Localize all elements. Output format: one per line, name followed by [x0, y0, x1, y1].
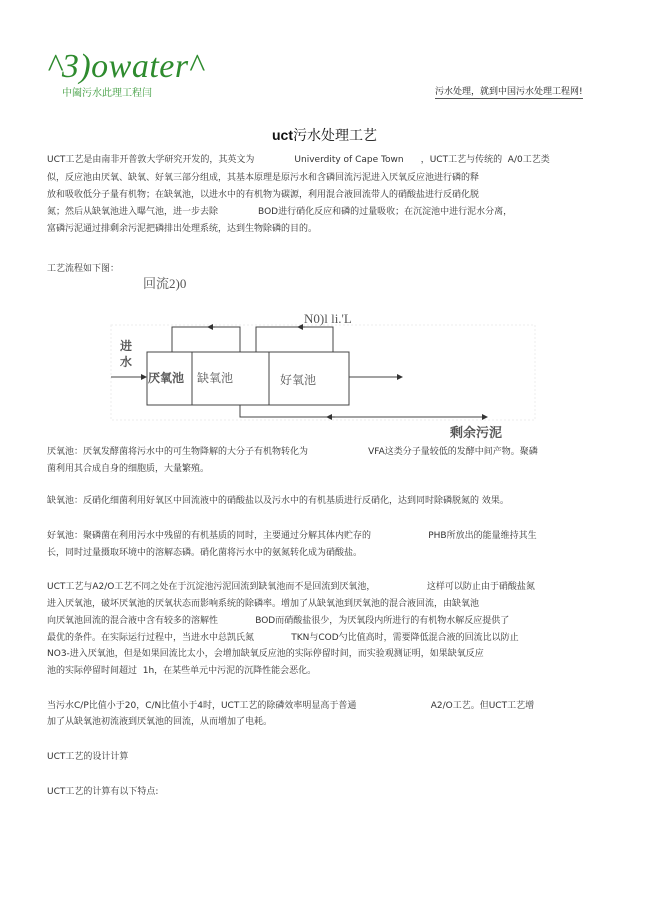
design-heading: UCT工艺的设计计算 — [47, 752, 129, 762]
title-rest: 污水处理工艺 — [293, 128, 377, 144]
comparison-line: UCT工艺与A2/O工艺不同之处在于沉淀池污泥回流到缺氧池而不是回流到厌氧池， 这样可以防止由于硝酸盐氮 — [47, 582, 535, 592]
inlet-char: 进 — [120, 339, 133, 353]
aerobic-line: 长，同时过量摄取环境中的溶解态磷。硝化菌将污水中的氨氮转化成为硝酸盐。 — [47, 548, 363, 558]
sludge-label: 剩余污泥 — [450, 425, 503, 440]
return-loop-1 — [172, 327, 240, 352]
intro-line: 放和吸收低分子量有机物；在缺氧池，以进水中的有机物为碳源，利用混合液回流带人的硝酸盐进行反硝化脱 — [47, 190, 480, 200]
inlet-label — [119, 338, 132, 369]
comparison-line: 池的实际停留时间超过 1h，在某些单元中污泥的沉降性能会恶化。 — [47, 666, 317, 676]
anoxic-line: 缺氧池：反硝化细菌利用好氧区中回流液中的硝酸盐以及污水中的有机基质进行反硝化，达到同时除磷脱氮的 效果。 — [47, 496, 509, 506]
aerobic-line: 好氧池：聚磷菌在利用污水中残留的有机基质的同时，主要通过分解其体内贮存的 PHB所放出的能量维持其生 — [47, 531, 537, 541]
tank-aerobic: 好氧池 — [280, 373, 317, 387]
efficiency-line: 加了从缺氧池初流液到厌氧池的回流，从而增加了电耗。 — [47, 717, 273, 727]
tank-anoxic: 缺氧池 — [197, 371, 234, 385]
sludge-line — [240, 405, 487, 417]
comparison-line: 最优的条件。在实际运行过程中，当进水中总凯氏氮 TKN与COD勺比值高时，需要降低混合液的回流比以防止 — [47, 633, 519, 643]
anaerobic-line: 菌利用其合成自身的细胞质，大量繁殖。 — [47, 464, 210, 474]
site-logo-subtitle: 中阖污水此理工程闫 — [62, 88, 152, 99]
inlet-char: 水 — [120, 355, 133, 369]
comparison-line: 进入厌氧池，破坏厌氧池的厌氧状态而影响系统的除磷率。增加了从缺氧池到厌氧池的混合液回流，由缺氧池 — [47, 599, 480, 609]
intro-line: 富磷污泥通过排剩余污泥把磷排出处理系统，达到生物除磷的目的。 — [47, 224, 318, 234]
intro-line: 似，反应池由厌氧、缺氧、好氧三部分组成，其基本原理是原污水和含磷回流污泥进入厌氧反应池进行磷的释 — [47, 173, 480, 183]
comparison-line: 向厌氧池回流的混合液中含有较多的溶解性 BOD而硝酸盐很少，为厌氧段内所进行的有机物水解反应提供了 — [47, 616, 510, 626]
site-logo: ^3)owater^ — [47, 48, 204, 85]
return-label-mid: N0)l li.'L — [304, 311, 352, 326]
tank-anaerobic: 厌氧池 — [148, 371, 185, 385]
flow-caption: 工艺流程如下图： — [47, 264, 120, 274]
comparison-line: NO3-进入厌氧池，但是如果回流比太小，会增加缺氧反应池的实际停留时间，而实验观测证明，如果缺氧反应 — [47, 649, 484, 659]
return-label-top: 回流2)0 — [143, 276, 187, 291]
title-bold: uct — [272, 127, 293, 143]
return-loop-2 — [256, 327, 333, 352]
intro-line: 氮；然后从缺氧池进入曝气池，进一步去除 BOD进行硝化反应和磷的过量吸收；在沉淀池中进行泥水分离， — [47, 207, 513, 217]
anaerobic-line: 厌氧池：厌氧发酵菌将污水中的可生物降解的大分子有机物转化为 VFA这类分子量较低的发酵中间产物。聚磷 — [47, 447, 538, 457]
calc-heading: UCT工艺的计算有以下特点: — [47, 787, 159, 797]
header-tagline-link[interactable]: 污水处理，就到中国污水处理工程网! — [435, 84, 583, 99]
intro-line: UCT工艺是由南非开普敦大学研究开发的，其英文为 Univerdity of Cape Town ，UCT工艺与传统的 A/0工艺类 — [47, 155, 550, 165]
efficiency-line: 当污水C/P比值小于20，C/N比值小于4时，UCT工艺的除磷效率明显高于普通 A2/O工艺。但UCT工艺增 — [47, 701, 535, 711]
